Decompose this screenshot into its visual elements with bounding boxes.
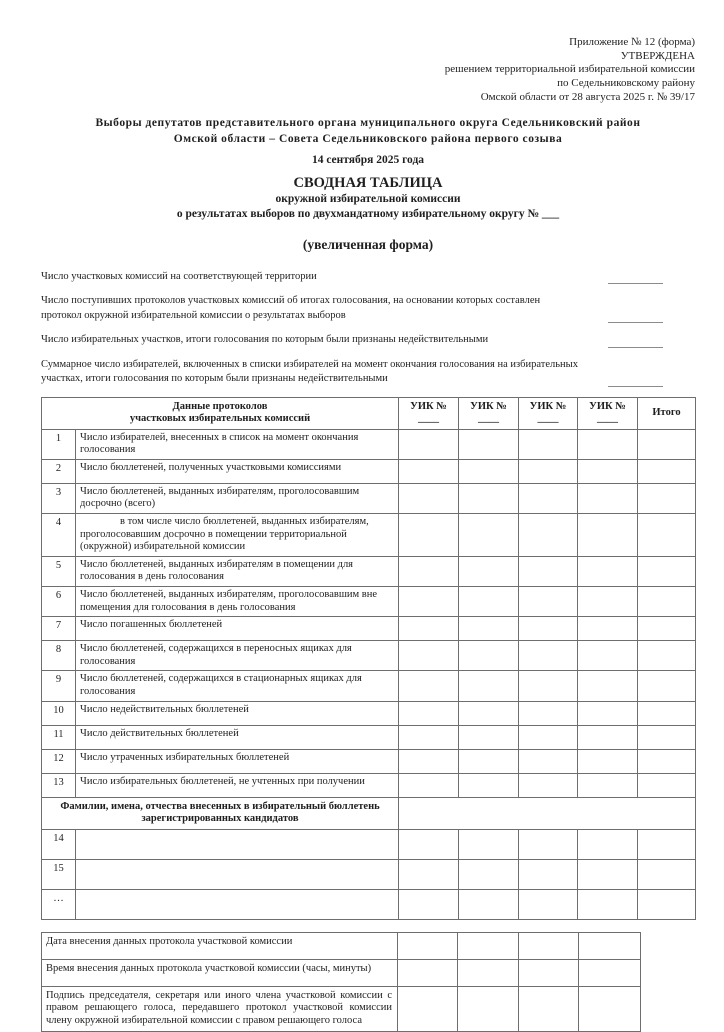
value-cell <box>399 859 459 889</box>
row-number: 15 <box>42 859 76 889</box>
row-label: Число бюллетеней, содержащихся в стационарных ящиках для голосования <box>76 671 399 701</box>
value-cell <box>458 959 519 986</box>
total-column-header: Итого <box>638 397 696 429</box>
value-cell <box>459 829 519 859</box>
value-cell <box>519 859 578 889</box>
value-cell <box>459 429 519 459</box>
table-row <box>42 671 696 701</box>
row-label: Подпись председателя, секретаря или иного члена участковой комиссии с правом решающего голоса, передавшего протокол участковой комиссии члену окружной избирательной комиссии с правом решающего голоса <box>42 986 398 1031</box>
header-line: Данные протоколов <box>172 400 268 412</box>
value-cell <box>399 701 459 725</box>
value-cell <box>399 829 459 859</box>
value-cell <box>578 829 638 859</box>
row-number: 13 <box>42 773 76 797</box>
header-line: участковых избирательных комиссий <box>129 413 311 425</box>
value-cell <box>638 617 696 641</box>
candidate-name-cell <box>76 829 399 859</box>
value-cell <box>398 959 458 986</box>
row-number: 8 <box>42 641 76 671</box>
row-label: в том числе число бюллетеней, выданных избирателям, проголосовавшим досрочно в помещении территориальной (окружной) избирательной комиссии <box>76 514 399 557</box>
value-cell <box>638 587 696 617</box>
candidates-header-line: зарегистрированных кандидатов <box>141 813 299 825</box>
value-cell <box>578 889 638 919</box>
value-cell <box>578 556 638 586</box>
value-cell <box>638 459 696 483</box>
value-cell <box>459 749 519 773</box>
preamble <box>41 270 695 387</box>
value-cell <box>578 617 638 641</box>
value-cell <box>519 483 578 513</box>
value-cell <box>578 641 638 671</box>
row-label: Дата внесения данных протокола участковой комиссии <box>42 932 398 959</box>
value-cell <box>578 429 638 459</box>
value-cell <box>638 483 696 513</box>
row-label: Число бюллетеней, содержащихся в переносных ящиках для голосования <box>76 641 399 671</box>
table-header-row <box>42 397 696 429</box>
protocol-data-header <box>42 397 399 429</box>
document-heading <box>41 116 695 252</box>
row-label: Число бюллетеней, полученных участковыми комиссиями <box>76 459 399 483</box>
value-cell <box>578 671 638 701</box>
value-cell <box>519 671 578 701</box>
approval-line: Омской области от 28 августа 2025 г. № 39/17 <box>480 90 695 103</box>
value-cell <box>399 889 459 919</box>
row-number: 14 <box>42 829 76 859</box>
uik-column-header: УИК № ____ <box>578 397 638 429</box>
table-row <box>42 959 641 986</box>
uik-column-header: УИК № ____ <box>459 397 519 429</box>
value-cell <box>638 429 696 459</box>
value-cell <box>638 773 696 797</box>
row-number: 3 <box>42 483 76 513</box>
row-label: Число бюллетеней, выданных избирателям, проголосовавшим досрочно (всего) <box>76 483 399 513</box>
value-cell <box>519 587 578 617</box>
value-cell <box>459 701 519 725</box>
value-cell <box>519 986 579 1031</box>
fill-in-blank <box>608 336 663 348</box>
approval-block <box>41 36 695 104</box>
value-cell <box>638 829 696 859</box>
row-label: Число избирателей, внесенных в список на момент окончания голосования <box>76 429 399 459</box>
row-number: 10 <box>42 701 76 725</box>
value-cell <box>578 514 638 557</box>
value-cell <box>519 556 578 586</box>
value-cell <box>638 671 696 701</box>
value-cell <box>638 889 696 919</box>
value-cell <box>519 959 579 986</box>
candidate-row <box>42 829 696 859</box>
form-note: (увеличенная форма) <box>302 236 434 252</box>
value-cell <box>399 749 459 773</box>
row-label: Число действительных бюллетеней <box>76 725 399 749</box>
value-cell <box>519 641 578 671</box>
value-cell <box>638 725 696 749</box>
candidates-header <box>42 797 399 829</box>
election-title-line2: Омской области – Совета Седельниковского района первого созыва <box>173 132 563 145</box>
candidates-header-line: Фамилии, имена, отчества внесенных в избирательный бюллетень <box>60 800 380 812</box>
value-cell <box>519 829 578 859</box>
value-cell <box>459 483 519 513</box>
value-cell <box>519 725 578 749</box>
preamble-text: Число избирательных участков, итоги голосования по которым были признаны недействительными <box>41 334 489 346</box>
row-number: 4 <box>42 514 76 557</box>
row-label: Число погашенных бюллетеней <box>76 617 399 641</box>
table-row <box>42 749 696 773</box>
value-cell <box>399 587 459 617</box>
value-cell <box>638 556 696 586</box>
table-row <box>42 483 696 513</box>
preamble-text: Число участковых комиссий на соответствующей территории <box>41 270 317 282</box>
candidates-header-row <box>42 797 696 829</box>
row-number: … <box>42 889 76 919</box>
value-cell <box>638 749 696 773</box>
value-cell <box>459 773 519 797</box>
value-cell <box>519 459 578 483</box>
approval-line: УТВЕРЖДЕНА <box>620 49 695 62</box>
preamble-text: Число поступивших протоколов участковых комиссий об итогах голосования, на основании которых составлен протокол окружной избирательной комиссии о результатах выборов <box>41 295 541 321</box>
candidate-row <box>42 889 696 919</box>
value-cell <box>519 514 578 557</box>
value-cell <box>578 749 638 773</box>
value-cell <box>519 701 578 725</box>
value-cell <box>578 773 638 797</box>
uik-column-header: УИК № ____ <box>519 397 578 429</box>
value-cell <box>519 932 579 959</box>
row-number: 1 <box>42 429 76 459</box>
row-label: Число бюллетеней, выданных избирателям, проголосовавшим вне помещения для голосования в день голосования <box>76 587 399 617</box>
value-cell <box>519 889 578 919</box>
election-title-line1: Выборы депутатов представительного органа муниципального округа Седельниковский район <box>95 117 641 130</box>
value-cell <box>578 701 638 725</box>
table-row <box>42 459 696 483</box>
table-row <box>42 773 696 797</box>
value-cell <box>578 725 638 749</box>
row-number: 12 <box>42 749 76 773</box>
preamble-item <box>41 358 695 387</box>
approval-line: по Седельниковскому району <box>557 76 695 89</box>
preamble-text: Суммарное число избирателей, включенных в списки избирателей на момент окончания голосования на избирательных участках, итоги голосования по которым были признаны недействительными <box>41 358 578 385</box>
row-number: 9 <box>42 671 76 701</box>
value-cell <box>458 932 519 959</box>
value-cell <box>638 514 696 557</box>
value-cell <box>459 641 519 671</box>
value-cell <box>399 429 459 459</box>
value-cell <box>459 514 519 557</box>
table-row <box>42 725 696 749</box>
value-cell <box>459 556 519 586</box>
value-cell <box>459 859 519 889</box>
value-cell <box>399 483 459 513</box>
value-cell <box>519 773 578 797</box>
value-cell <box>519 749 578 773</box>
row-label: Число избирательных бюллетеней, не учтенных при получении <box>76 773 399 797</box>
table-row <box>42 556 696 586</box>
candidates-header-empty-cell <box>399 797 696 829</box>
row-number: 7 <box>42 617 76 641</box>
value-cell <box>398 986 458 1031</box>
approval-line: решением территориальной избирательной комиссии <box>444 63 695 76</box>
value-cell <box>399 556 459 586</box>
value-cell <box>459 459 519 483</box>
value-cell <box>578 859 638 889</box>
candidate-name-cell <box>76 859 399 889</box>
preamble-item <box>41 333 695 347</box>
table-row <box>42 932 641 959</box>
value-cell <box>519 617 578 641</box>
value-cell <box>638 641 696 671</box>
protocol-meta-table <box>41 932 641 1032</box>
value-cell <box>638 701 696 725</box>
table-row <box>42 617 696 641</box>
value-cell <box>399 514 459 557</box>
value-cell <box>399 725 459 749</box>
table-row <box>42 701 696 725</box>
value-cell <box>458 986 519 1031</box>
table-row <box>42 641 696 671</box>
row-number: 5 <box>42 556 76 586</box>
value-cell <box>578 459 638 483</box>
value-cell <box>398 932 458 959</box>
fill-in-blank <box>608 375 663 387</box>
value-cell <box>399 773 459 797</box>
summary-table-title: СВОДНАЯ ТАБЛИЦА <box>293 175 443 192</box>
row-label: Время внесения данных протокола участковой комиссии (часы, минуты) <box>42 959 398 986</box>
value-cell <box>459 725 519 749</box>
value-cell <box>399 641 459 671</box>
value-cell <box>399 459 459 483</box>
preamble-item <box>41 294 695 323</box>
protocol-data-table <box>41 397 696 920</box>
fill-in-blank <box>608 311 663 323</box>
table-row <box>42 514 696 557</box>
value-cell <box>579 986 641 1031</box>
fill-in-blank <box>608 272 663 284</box>
value-cell <box>638 859 696 889</box>
row-number: 2 <box>42 459 76 483</box>
value-cell <box>579 959 641 986</box>
row-label: Число утраченных избирательных бюллетеней <box>76 749 399 773</box>
election-date: 14 сентября 2025 года <box>311 154 425 167</box>
row-label: Число недействительных бюллетеней <box>76 701 399 725</box>
preamble-item <box>41 270 695 284</box>
row-number: 11 <box>42 725 76 749</box>
district-subtitle: о результатах выборов по двухмандатному избирательному округу № ___ <box>176 207 560 220</box>
value-cell <box>459 889 519 919</box>
table-row <box>42 429 696 459</box>
row-number: 6 <box>42 587 76 617</box>
value-cell <box>519 429 578 459</box>
approval-line: Приложение № 12 (форма) <box>569 36 695 48</box>
value-cell <box>459 617 519 641</box>
candidate-name-cell <box>76 889 399 919</box>
candidate-row <box>42 859 696 889</box>
value-cell <box>459 671 519 701</box>
value-cell <box>459 587 519 617</box>
value-cell <box>579 932 641 959</box>
value-cell <box>578 587 638 617</box>
commission-subtitle: окружной избирательной комиссии <box>275 193 461 206</box>
table-row <box>42 986 641 1031</box>
value-cell <box>399 617 459 641</box>
value-cell <box>399 671 459 701</box>
row-label: Число бюллетеней, выданных избирателям в помещении для голосования в день голосования <box>76 556 399 586</box>
uik-column-header: УИК № ____ <box>399 397 459 429</box>
table-row <box>42 587 696 617</box>
value-cell <box>578 483 638 513</box>
